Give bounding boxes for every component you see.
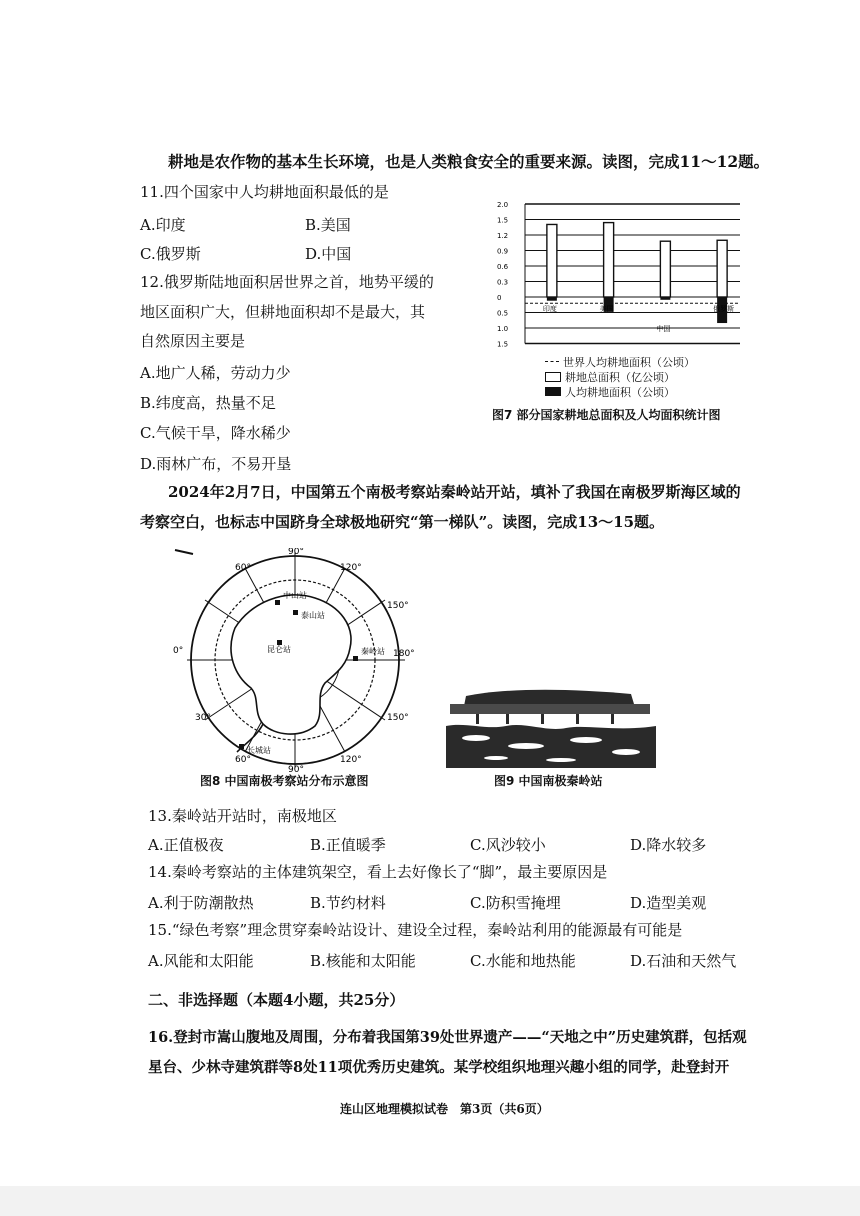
bar-total-area xyxy=(604,223,614,297)
station-zhongshan-marker xyxy=(275,600,280,605)
label-station-kunlun: 昆仑站 xyxy=(267,645,291,654)
label-station-changcheng: 长城站 xyxy=(247,746,271,755)
q15-option-c[interactable]: C.水能和地热能 xyxy=(470,952,576,970)
legend-swatch-white xyxy=(545,372,561,382)
y-tick-label: 0.5 xyxy=(497,309,509,318)
q13-option-a[interactable]: A.正值极夜 xyxy=(148,836,224,854)
bar-per-capita xyxy=(547,297,557,301)
label-90-bottom: 90° xyxy=(288,765,304,773)
label-30: 30° xyxy=(195,713,211,723)
scan-mark xyxy=(175,550,193,554)
y-tick-label: 1.5 xyxy=(497,216,509,225)
y-tick-label: 0.6 xyxy=(497,263,509,271)
label-120-bottom: 120° xyxy=(340,755,362,765)
y-tick-label: 1.2 xyxy=(497,232,509,240)
label-station-zhongshan: 中山站 xyxy=(283,591,307,600)
q12-option-d[interactable]: D.雨林广布，不易开垦 xyxy=(140,455,292,473)
question-12-stem-line-2: 地区面积广大，但耕地面积却不是最大，其 xyxy=(140,303,426,321)
rocky-ground xyxy=(446,725,656,768)
q14-option-c[interactable]: C.防积雪掩埋 xyxy=(470,894,561,912)
q13-option-c[interactable]: C.风沙较小 xyxy=(470,836,546,854)
label-120-top: 120° xyxy=(340,563,362,573)
label-60-top: 60° xyxy=(235,563,251,573)
label-90-top: 90° xyxy=(288,548,304,557)
legend-item-world-average xyxy=(545,354,695,369)
station-taishan-marker xyxy=(293,610,298,615)
bar-total-area xyxy=(660,241,670,297)
q11-option-b[interactable]: B.美国 xyxy=(305,216,351,234)
legend-swatch-black xyxy=(545,387,561,396)
category-label: 俄罗斯 xyxy=(713,305,735,313)
q14-option-b[interactable]: B.节约材料 xyxy=(310,894,386,912)
q15-option-d[interactable]: D.石油和天然气 xyxy=(630,952,737,970)
q12-option-b[interactable]: B.纬度高，热量不足 xyxy=(140,394,276,412)
legend-label-total-area: 耕地总面积（亿公顷） xyxy=(565,370,675,384)
q14-option-a[interactable]: A.利于防潮散热 xyxy=(148,894,254,912)
scan-bottom-band xyxy=(0,1186,860,1216)
station-changcheng-marker xyxy=(239,744,244,749)
station-body xyxy=(450,704,650,714)
legend-label-world-average: 世界人均耕地面积（公顷） xyxy=(563,355,695,369)
section-2-title: 二、非选择题（本题4小题，共25分） xyxy=(148,991,405,1009)
question-16-line-2: 星台、少林寺建筑群等8处11项优秀历史建筑。某学校组织地理兴趣小组的同学，赴登封开 xyxy=(148,1059,730,1076)
q11-option-a[interactable]: A.印度 xyxy=(140,216,186,234)
fig8-polar-map xyxy=(165,548,425,773)
intro-paragraph-1: 耕地是农作物的基本生长环境，也是人类粮食安全的重要来源。读图，完成11～12题。 xyxy=(168,152,770,171)
antarctica-continent xyxy=(231,595,351,734)
q12-option-a[interactable]: A.地广人稀，劳动力少 xyxy=(140,364,291,382)
category-label: 美国 xyxy=(599,305,614,313)
fig9-caption: 图9 中国南极秦岭站 xyxy=(494,774,603,788)
fig8-caption: 图8 中国南极考察站分布示意图 xyxy=(200,774,369,788)
q15-option-a[interactable]: A.风能和太阳能 xyxy=(148,952,254,970)
question-15-stem: 15.“绿色考察”理念贯穿秦岭站设计、建设全过程，秦岭站利用的能源最有可能是 xyxy=(148,921,683,939)
q15-option-b[interactable]: B.核能和太阳能 xyxy=(310,952,416,970)
fig7-chart xyxy=(495,192,755,352)
label-60-bottom: 60° xyxy=(235,755,251,765)
q13-option-b[interactable]: B.正值暖季 xyxy=(310,836,386,854)
y-tick-label: 0.3 xyxy=(497,278,509,287)
y-tick-label: 2.0 xyxy=(497,201,509,209)
label-station-qinling: 秦岭站 xyxy=(361,647,385,656)
q14-option-d[interactable]: D.造型美观 xyxy=(630,894,707,912)
question-13-stem: 13.秦岭站开站时，南极地区 xyxy=(148,807,337,825)
station-qinling-marker xyxy=(353,656,358,661)
fig9-station-photo xyxy=(446,686,656,768)
label-0: 0° xyxy=(173,646,184,656)
legend-item-total-area xyxy=(545,369,695,384)
intro-paragraph-2-line-1: 2024年2月7日，中国第五个南极考察站秦岭站开站，填补了我国在南极罗斯海区域的 xyxy=(168,483,741,501)
q13-option-d[interactable]: D.降水较多 xyxy=(630,836,707,854)
bar-total-area xyxy=(547,224,557,297)
legend-dash-line xyxy=(545,361,559,362)
legend-item-per-capita xyxy=(545,384,695,399)
category-label: 印度 xyxy=(542,305,557,313)
question-11-stem: 11.四个国家中人均耕地面积最低的是 xyxy=(140,183,389,201)
category-label: 中国 xyxy=(656,325,671,333)
legend-label-per-capita: 人均耕地面积（公顷） xyxy=(565,385,675,399)
question-16-line-1: 16.登封市嵩山腹地及周围，分布着我国第39处世界遗产——“天地之中”历史建筑群，包括观 xyxy=(148,1029,747,1046)
bar-per-capita xyxy=(660,297,670,300)
bar-total-area xyxy=(717,240,727,297)
intro-paragraph-2-line-2: 考察空白，也标志中国跻身全球极地研究“第一梯队”。读图，完成13～15题。 xyxy=(140,513,665,531)
y-tick-label: 1.0 xyxy=(497,325,509,333)
y-tick-label: 0 xyxy=(497,294,502,302)
q12-option-c[interactable]: C.气候干旱，降水稀少 xyxy=(140,424,291,442)
label-station-taishan: 泰山站 xyxy=(301,611,325,620)
fig7-caption: 图7 部分国家耕地总面积及人均面积统计图 xyxy=(492,408,721,422)
label-150-bottom: 150° xyxy=(387,713,409,723)
label-150-top: 150° xyxy=(387,601,409,611)
fig7-legend xyxy=(545,354,695,399)
question-12-stem-line-3: 自然原因主要是 xyxy=(140,332,246,350)
label-180: 180° xyxy=(393,649,415,659)
q11-option-c[interactable]: C.俄罗斯 xyxy=(140,245,201,263)
page-footer: 连山区地理模拟试卷 第3页（共6页） xyxy=(340,1102,549,1116)
q11-option-d[interactable]: D.中国 xyxy=(305,245,352,263)
question-14-stem: 14.秦岭考察站的主体建筑架空，看上去好像长了“脚”，最主要原因是 xyxy=(148,863,608,881)
question-12-stem-line-1: 12.俄罗斯陆地面积居世界之首，地势平缓的 xyxy=(140,273,434,291)
y-tick-label: 0.9 xyxy=(497,247,509,256)
y-tick-label: 1.5 xyxy=(497,340,509,349)
